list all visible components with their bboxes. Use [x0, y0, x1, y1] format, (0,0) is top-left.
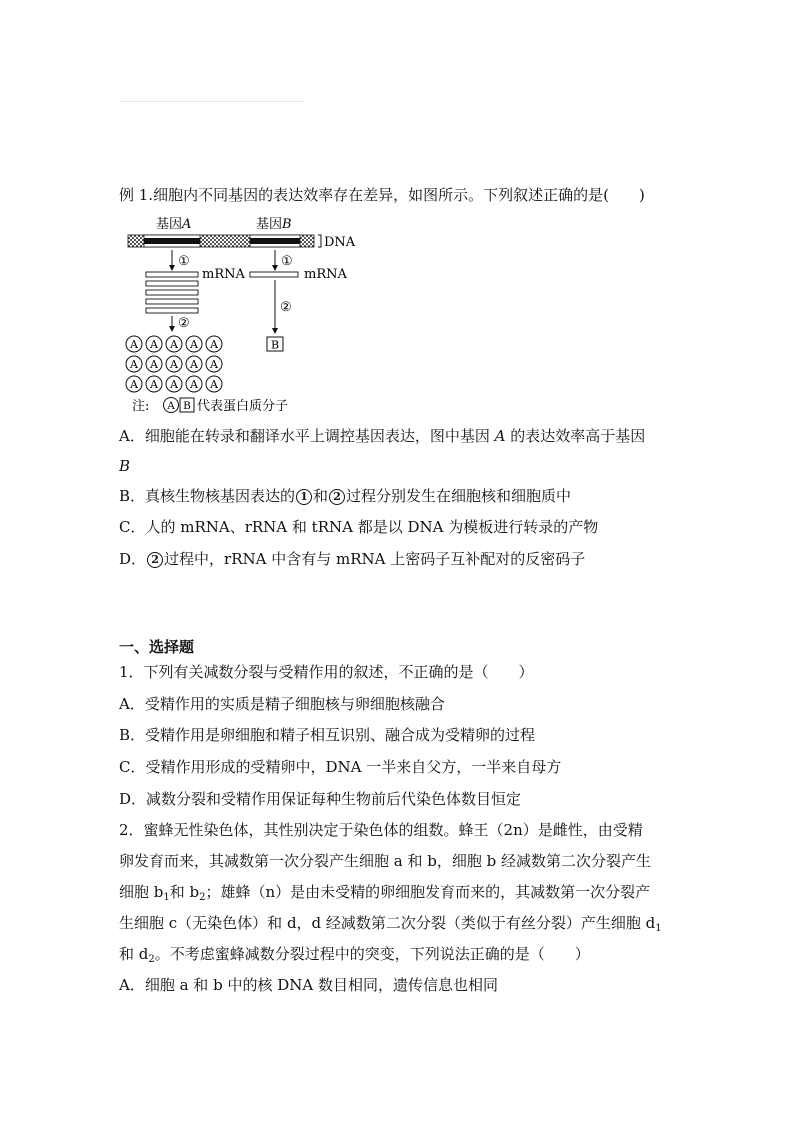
protein-a-letter: A: [150, 338, 158, 351]
example-option-a-continuation: B: [119, 457, 131, 475]
dna-bracket: [318, 235, 321, 247]
q1-stem: 1．下列有关减数分裂与受精作用的叙述，不正确的是（ ）: [119, 663, 534, 681]
protein-a-letter: A: [130, 378, 138, 391]
q2-line-4-a: 生细胞 c（无染色体）和 d，d 经减数第二次分裂（类似于有丝分裂）产生细胞 d: [119, 914, 656, 932]
mrna-stack-a: [146, 272, 198, 313]
q2-line-3-a: 细胞 b: [119, 883, 164, 901]
note-protein-b-letter: B: [183, 400, 191, 412]
option-b-suffix: 过程分别发生在细胞核和细胞质中: [346, 487, 572, 505]
step2-label-a: ②: [178, 316, 190, 331]
example-question-text: 细胞内不同基因的表达效率存在差异，如图所示。下列叙述正确的是( ): [153, 186, 645, 204]
protein-a-letter: A: [170, 358, 178, 371]
example-option-c: C．人的 mRNA、rRNA 和 tRNA 都是以 DNA 为模板进行转录的产物: [119, 518, 599, 536]
note-protein-a-letter: A: [167, 400, 175, 412]
q2-line-5-a: 和 d: [119, 945, 149, 963]
protein-a-letter: A: [150, 378, 158, 391]
dna-label: DNA: [324, 235, 356, 250]
protein-a-letter: A: [130, 358, 138, 371]
note-prefix: 注:: [132, 399, 150, 413]
gene-a-label: 基因A: [156, 217, 192, 232]
q2-subscript: 1: [163, 892, 170, 903]
protein-a-letter: A: [190, 338, 198, 351]
protein-a-letter: A: [170, 378, 178, 391]
q1-option-b: B．受精作用是卵细胞和精子相互识别、融合成为受精卵的过程: [119, 726, 536, 744]
option-a-text-1: A．细胞能在转录和翻译水平上调控基因表达，图中基因: [119, 427, 495, 445]
example-option-a: [119, 426, 645, 446]
arrowhead-a2: [169, 326, 175, 332]
gene-expression-figure: [124, 213, 364, 413]
example-option-d: [119, 549, 585, 569]
protein-a-letter: A: [130, 338, 138, 351]
example-option-b: [119, 486, 571, 506]
arrowhead-a1: [169, 265, 175, 271]
step1-label-a: ①: [178, 254, 190, 269]
q2-subscript: 2: [148, 954, 155, 965]
option-a-gene-letter: A: [494, 427, 506, 445]
q2-line-3-b: 和 b: [169, 883, 200, 901]
mrna-label-a: mRNA: [202, 267, 245, 282]
q2-subscript: 1: [655, 923, 662, 934]
option-d-prefix: D．: [119, 550, 147, 568]
q1-option-a: A．受精作用的实质是精子细胞核与卵细胞核融合: [119, 695, 445, 713]
protein-b-letter: B: [270, 338, 280, 352]
q2-line-4: [119, 913, 662, 933]
q2-subscript: 2: [199, 892, 206, 903]
protein-a-letter: A: [150, 358, 158, 371]
option-b-mid: 和: [313, 487, 329, 505]
section-heading: 一、选择题: [119, 638, 195, 656]
gene-b-label: 基因B: [256, 217, 292, 232]
protein-a-letter: A: [210, 378, 218, 391]
arrowhead-b1: [272, 265, 278, 271]
protein-a-letter: A: [190, 358, 198, 371]
protein-a-letter: A: [210, 358, 218, 371]
q2-line-3-c: ；雄蜂（n）是由未受精的卵细胞发育而来的，其减数第一次分裂产: [205, 883, 651, 901]
q2-line-5: [119, 944, 590, 964]
protein-a-letter: A: [190, 378, 198, 391]
note-text: 代表蛋白质分子: [197, 399, 289, 413]
option-a-text-2: 的表达效率高于基因: [505, 427, 646, 445]
q2-option-a: A．细胞 a 和 b 中的核 DNA 数目相同，遗传信息也相同: [119, 976, 498, 994]
protein-a-letter: A: [210, 338, 218, 351]
arrowhead-b2: [272, 328, 278, 334]
dna-strand: [128, 235, 314, 247]
example-prefix: 例 1.: [119, 186, 154, 204]
step1-label-b: ①: [281, 254, 293, 269]
q2-line-2: 卵发育而来，其减数第一次分裂产生细胞 a 和 b，细胞 b 经减数第二次分裂产生: [119, 852, 651, 870]
protein-a-grid: [126, 336, 222, 392]
circled-two-icon: 2: [329, 489, 345, 505]
q1-option-d: D．减数分裂和受精作用保证每种生物前后代染色体数目恒定: [119, 790, 522, 808]
mrna-label-b: mRNA: [304, 267, 347, 282]
q2-line-1: 2．蜜蜂无性染色体，其性别决定于染色体的组数。蜂王（2n）是雌性，由受精: [119, 821, 643, 839]
circled-two-icon: 2: [147, 552, 163, 568]
option-d-suffix: 过程中，rRNA 中含有与 mRNA 上密码子互补配对的反密码子: [164, 550, 586, 568]
q2-line-5-b: 。不考虑蜜蜂减数分裂过程中的突变，下列说法正确的是（ ）: [154, 945, 590, 963]
header-rule: [120, 101, 305, 102]
protein-a-letter: A: [170, 338, 178, 351]
q2-line-3: [119, 882, 650, 902]
circled-one-icon: 1: [296, 489, 312, 505]
step2-label-b: ②: [280, 300, 292, 315]
q1-option-c: C．受精作用形成的受精卵中，DNA 一半来自父方，一半来自母方: [119, 758, 562, 776]
example-question: [119, 185, 645, 205]
option-b-prefix: B．真核生物核基因表达的: [119, 487, 296, 505]
mrna-b: [250, 272, 298, 277]
